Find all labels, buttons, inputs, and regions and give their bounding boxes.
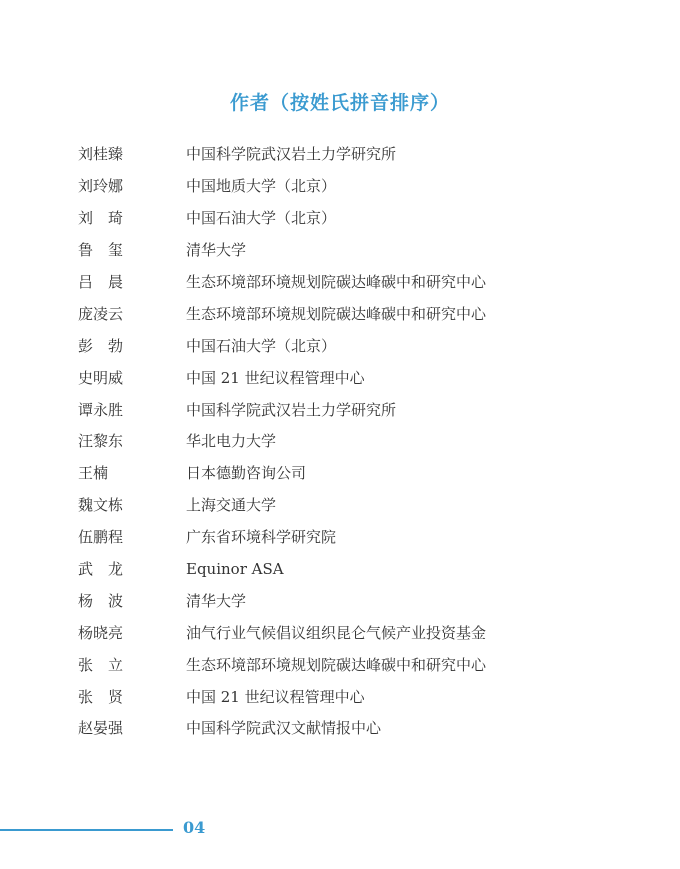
author-affiliation: 生态环境部环境规划院碳达峰碳中和研究中心 <box>186 304 487 323</box>
author-row <box>78 425 638 457</box>
author-name: 鲁 玺 <box>78 241 124 260</box>
author-affiliation: 清华大学 <box>186 591 247 610</box>
author-affiliation: 中国科学院武汉岩土力学研究所 <box>186 145 397 164</box>
author-affiliation: 清华大学 <box>186 241 247 260</box>
author-affiliation: 油气行业气候倡议组织昆仑气候产业投资基金 <box>186 623 487 642</box>
author-row <box>78 138 638 170</box>
author-name: 伍鹏程 <box>78 528 124 547</box>
author-name: 汪黎东 <box>78 432 124 451</box>
author-row <box>78 553 638 585</box>
author-row <box>78 680 638 712</box>
author-affiliation: 中国石油大学（北京） <box>186 209 337 228</box>
author-affiliation: 中国科学院武汉岩土力学研究所 <box>186 400 397 419</box>
author-affiliation: 华北电力大学 <box>186 432 277 451</box>
author-affiliation: 中国石油大学（北京） <box>186 336 337 355</box>
author-row <box>78 170 638 202</box>
author-name: 刘玲娜 <box>78 177 124 196</box>
author-affiliation: 中国地质大学（北京） <box>186 177 337 196</box>
author-row <box>78 521 638 553</box>
author-name: 王楠 <box>78 464 109 483</box>
author-row <box>78 616 638 648</box>
author-name: 赵晏强 <box>78 719 124 738</box>
page-number: 04 <box>183 818 206 837</box>
footer-rule <box>0 829 173 831</box>
author-affiliation: 生态环境部环境规划院碳达峰碳中和研究中心 <box>186 273 487 291</box>
author-name: 武 龙 <box>78 560 124 579</box>
author-name: 魏文栋 <box>78 496 124 515</box>
author-affiliation: 上海交通大学 <box>186 496 277 515</box>
author-list <box>78 138 638 744</box>
author-row <box>78 202 638 234</box>
author-name: 彭 勃 <box>78 336 124 355</box>
author-affiliation: 日本德勤咨询公司 <box>186 464 307 483</box>
author-name: 杨 波 <box>78 591 124 610</box>
author-name: 谭永胜 <box>78 400 124 419</box>
author-affiliation: 中国 21 世纪议程管理中心 <box>186 687 365 706</box>
author-name: 吕 晨 <box>78 273 124 291</box>
author-name: 刘 琦 <box>78 209 124 228</box>
author-name: 张 立 <box>78 655 124 674</box>
author-row <box>78 489 638 521</box>
author-row <box>78 297 638 329</box>
author-name: 张 贤 <box>78 687 124 706</box>
author-row <box>78 457 638 489</box>
author-row <box>78 266 638 298</box>
author-affiliation: 广东省环境科学研究院 <box>186 528 337 547</box>
author-affiliation: 中国 21 世纪议程管理中心 <box>186 368 365 387</box>
author-row <box>78 584 638 616</box>
author-row <box>78 329 638 361</box>
author-row <box>78 234 638 266</box>
author-affiliation: 中国科学院武汉文献情报中心 <box>186 719 382 738</box>
author-row <box>78 648 638 680</box>
author-name: 庞凌云 <box>78 304 124 323</box>
author-name: 史明威 <box>78 368 124 387</box>
author-affiliation: Equinor ASA <box>186 559 284 578</box>
author-row <box>78 361 638 393</box>
author-name: 杨晓亮 <box>78 623 124 642</box>
page-title: 作者（按姓氏拼音排序） <box>229 92 450 114</box>
author-affiliation: 生态环境部环境规划院碳达峰碳中和研究中心 <box>186 655 487 674</box>
author-row <box>78 393 638 425</box>
author-name: 刘桂臻 <box>78 145 124 164</box>
author-row <box>78 712 638 744</box>
